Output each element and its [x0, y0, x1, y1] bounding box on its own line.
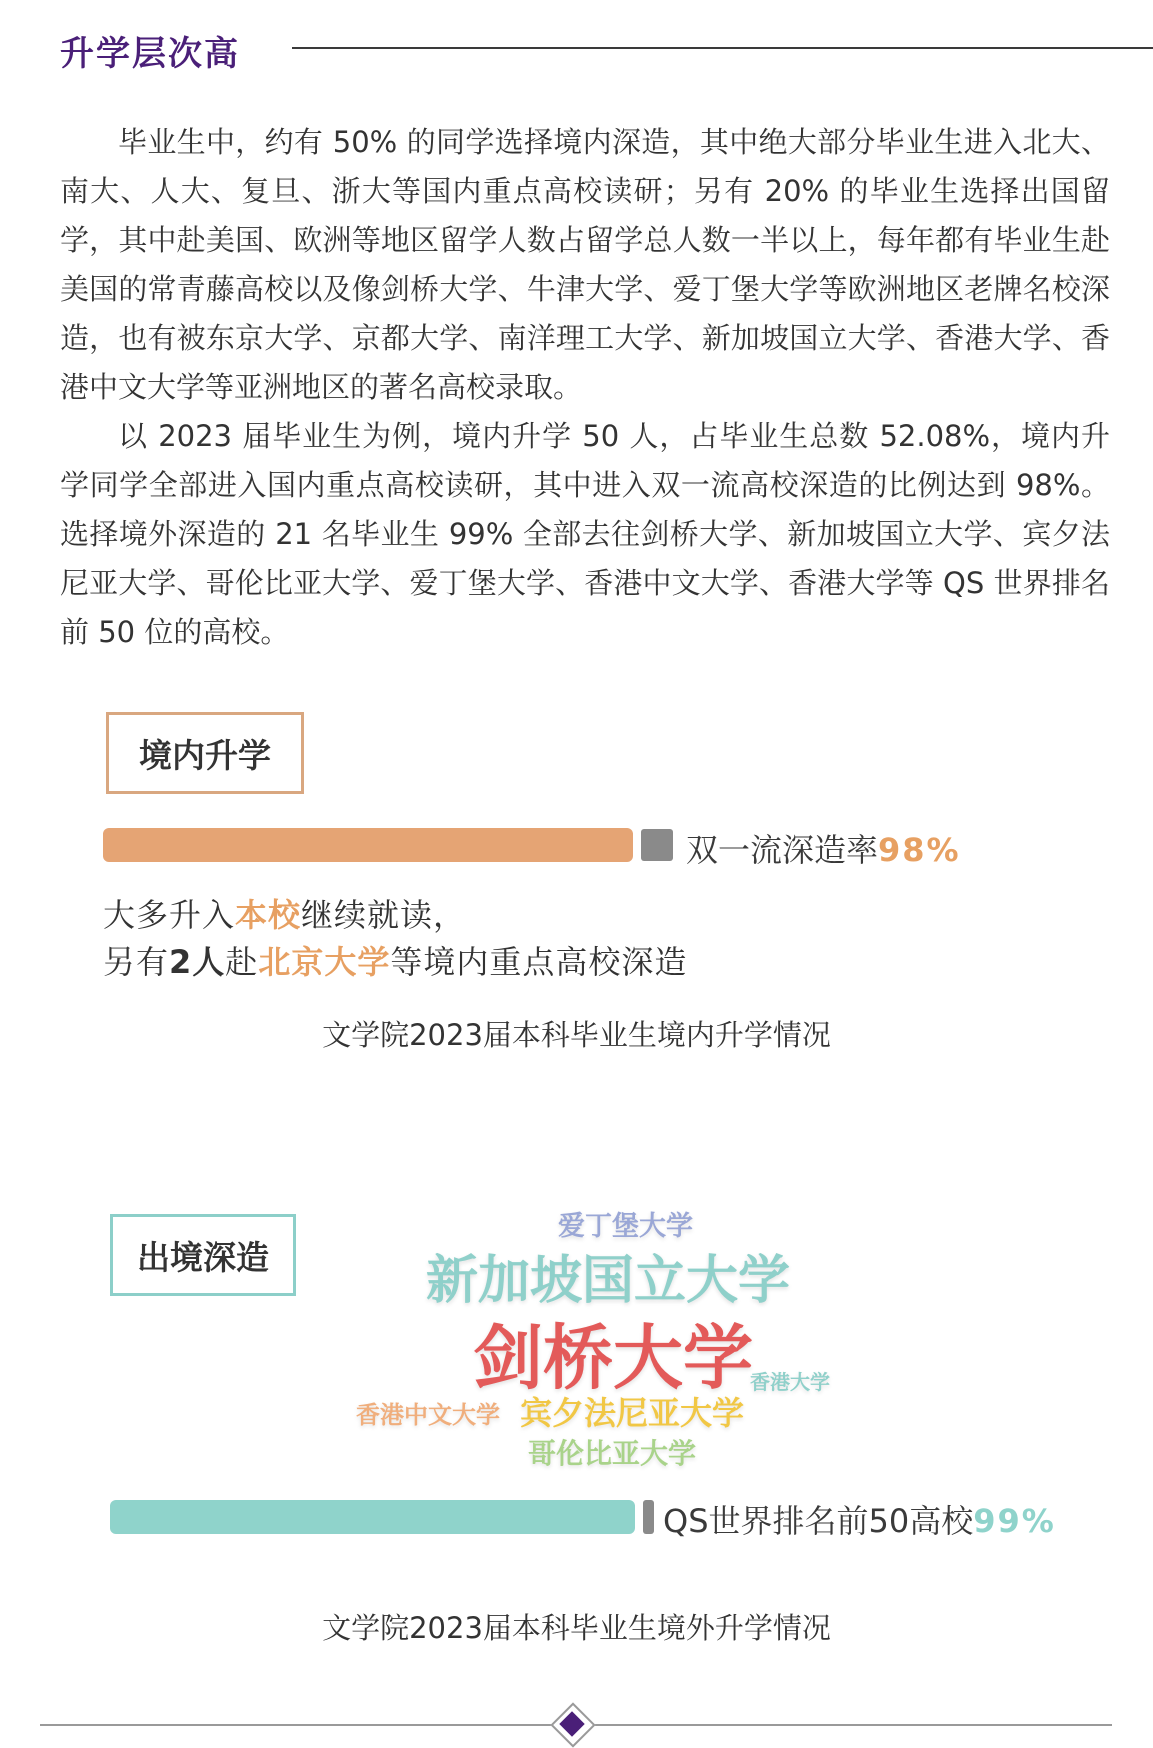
- note1-highlight: 本校: [235, 896, 302, 934]
- abroad-bar-marker: [643, 1500, 654, 1534]
- abroad-bar-text: QS世界排名前50高校: [663, 1502, 974, 1540]
- cloud-word: 爱丁堡大学: [558, 1211, 693, 1242]
- domestic-bar-value: 98%: [878, 831, 961, 869]
- domestic-bar-label: [686, 825, 961, 871]
- cloud-word: 新加坡国立大学: [426, 1251, 791, 1311]
- section-header: [60, 20, 1110, 76]
- domestic-caption: 文学院2023届本科毕业生境内升学情况: [322, 1018, 831, 1052]
- note2-text-c: 等境内重点高校深造: [390, 943, 688, 981]
- note1-text-a: 大多升入: [103, 896, 236, 934]
- domestic-bar: [103, 828, 633, 862]
- article-body: [60, 118, 1110, 657]
- cloud-word: 香港大学: [750, 1370, 830, 1394]
- domestic-note-1: [103, 890, 466, 936]
- abroad-bar-value: 99%: [973, 1502, 1056, 1540]
- abroad-caption: 文学院2023届本科毕业生境外升学情况: [322, 1611, 831, 1645]
- domestic-infographic: [98, 700, 1068, 990]
- abroad-tag: 出境深造: [110, 1214, 296, 1296]
- cloud-word: 宾夕法尼亚大学: [520, 1394, 745, 1432]
- header-divider: [292, 47, 1153, 49]
- note1-text-b: 继续就读，: [301, 896, 467, 934]
- abroad-infographic: [98, 1130, 1088, 1585]
- cloud-word: 剑桥大学: [473, 1317, 753, 1399]
- note2-text-a: 另有: [103, 943, 170, 981]
- note2-text-b: 赴: [225, 943, 259, 981]
- cloud-word: 香港中文大学: [356, 1401, 500, 1429]
- domestic-bar-text: 双一流深造率: [686, 831, 879, 869]
- abroad-bar-label: [663, 1496, 1056, 1542]
- domestic-note-2: [103, 937, 687, 983]
- paragraph-2: 以 2023 届毕业生为例，境内升学 50 人，占毕业生总数 52.08%，境内升学同学全部进入国内重点高校读研，其中进入双一流高校深造的比例达到 98%。选择境外深造的 21 名毕业生 99% 全部去往剑桥大学、新加坡国立大学、宾夕法尼亚大学、哥伦比亚大学、爱丁堡大学、香港中文大学、香港大学等 QS 世界排名前 50 位的高校。: [60, 419, 1110, 649]
- note2-bold: 2人: [169, 943, 226, 981]
- paragraph-1: 毕业生中，约有 50% 的同学选择境内深造，其中绝大部分毕业生进入北大、南大、人大、复旦、浙大等国内重点高校读研；另有 20% 的毕业生选择出国留学，其中赴美国、欧洲等地区留学人数占留学总人数一半以上，每年都有毕业生赴美国的常青藤高校以及像剑桥大学、牛津大学、爱丁堡大学等欧洲地区老牌名校深造，也有被东京大学、京都大学、南洋理工大学、新加坡国立大学、香港大学、香港中文大学等亚洲地区的著名高校录取。: [60, 125, 1110, 404]
- domestic-bar-marker: [641, 829, 673, 861]
- abroad-bar: [110, 1500, 635, 1534]
- cloud-word: 哥伦比亚大学: [528, 1437, 697, 1470]
- domestic-tag: 境内升学: [106, 712, 304, 794]
- section-title: 升学层次高: [60, 34, 240, 74]
- note2-highlight: 北京大学: [258, 943, 391, 981]
